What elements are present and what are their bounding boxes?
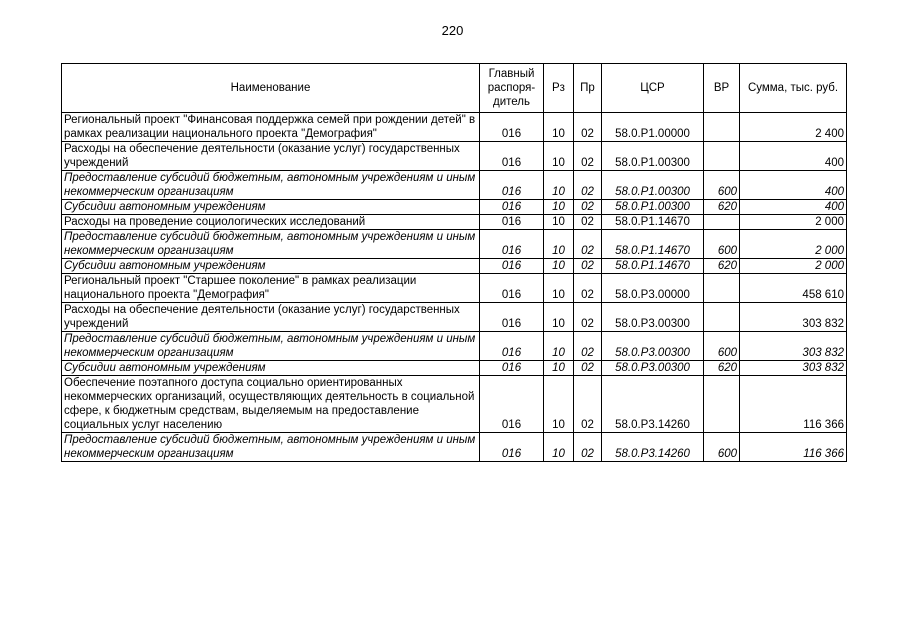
table-row [62, 215, 847, 230]
row-name: Субсидии автономным учреждениям [62, 200, 480, 215]
row-name: Расходы на обеспечение деятельности (оказание услуг) государственных учреждений [62, 303, 480, 332]
table-row [62, 303, 847, 332]
row-pr: 02 [574, 113, 602, 142]
row-name: Предоставление субсидий бюджетным, автономным учреждениям и иным некоммерческим организациям [62, 230, 480, 259]
header-pr: Пр [574, 64, 602, 113]
row-name: Предоставление субсидий бюджетным, автономным учреждениям и иным некоммерческим организациям [62, 171, 480, 200]
page-number: 220 [441, 23, 464, 38]
row-sum: 303 832 [740, 303, 847, 332]
table-row [62, 230, 847, 259]
row-rz: 10 [544, 215, 574, 230]
row-rz: 10 [544, 142, 574, 171]
row-csr: 58.0.Р1.14670 [602, 215, 704, 230]
row-rz: 10 [544, 259, 574, 274]
row-sum: 2 400 [740, 113, 847, 142]
row-admin: 016 [480, 332, 544, 361]
table-row [62, 142, 847, 171]
row-name: Обеспечение поэтапного доступа социально ориентированных некоммерческих организаций, осуществляющих деятельность в социальной сфере, к бюджетным средствам, выделяемым на предоставление социальных услуг населению [62, 376, 480, 433]
row-rz: 10 [544, 274, 574, 303]
row-pr: 02 [574, 274, 602, 303]
row-admin: 016 [480, 433, 544, 462]
row-vr: 620 [704, 361, 740, 376]
row-csr: 58.0.Р1.14670 [602, 259, 704, 274]
row-vr: 600 [704, 332, 740, 361]
row-vr [704, 142, 740, 171]
row-admin: 016 [480, 361, 544, 376]
row-rz: 10 [544, 200, 574, 215]
table-row [62, 259, 847, 274]
header-rz: Рз [544, 64, 574, 113]
row-rz: 10 [544, 332, 574, 361]
row-csr: 58.0.Р1.00300 [602, 142, 704, 171]
row-name: Региональный проект "Финансовая поддержка семей при рождении детей" в рамках реализации национального проекта "Демография" [62, 113, 480, 142]
row-vr [704, 303, 740, 332]
row-sum: 2 000 [740, 259, 847, 274]
row-admin: 016 [480, 142, 544, 171]
row-csr: 58.0.Р1.00300 [602, 200, 704, 215]
table-row [62, 376, 847, 433]
row-vr [704, 274, 740, 303]
row-sum: 303 832 [740, 332, 847, 361]
row-pr: 02 [574, 142, 602, 171]
row-rz: 10 [544, 361, 574, 376]
table-row [62, 274, 847, 303]
row-csr: 58.0.Р3.00300 [602, 303, 704, 332]
header-vr: ВР [704, 64, 740, 113]
row-admin: 016 [480, 274, 544, 303]
row-sum: 116 366 [740, 433, 847, 462]
row-pr: 02 [574, 376, 602, 433]
row-pr: 02 [574, 215, 602, 230]
row-admin: 016 [480, 113, 544, 142]
budget-table [61, 63, 847, 462]
row-vr: 620 [704, 259, 740, 274]
row-csr: 58.0.Р3.00300 [602, 361, 704, 376]
row-vr: 620 [704, 200, 740, 215]
table-row [62, 113, 847, 142]
table-row [62, 200, 847, 215]
table-row [62, 433, 847, 462]
row-admin: 016 [480, 259, 544, 274]
row-csr: 58.0.Р3.14260 [602, 433, 704, 462]
row-pr: 02 [574, 332, 602, 361]
row-vr: 600 [704, 171, 740, 200]
row-pr: 02 [574, 171, 602, 200]
row-name: Расходы на обеспечение деятельности (оказание услуг) государственных учреждений [62, 142, 480, 171]
row-admin: 016 [480, 200, 544, 215]
row-pr: 02 [574, 361, 602, 376]
row-sum: 116 366 [740, 376, 847, 433]
header-sum: Сумма, тыс. руб. [740, 64, 847, 113]
row-admin: 016 [480, 230, 544, 259]
row-admin: 016 [480, 303, 544, 332]
header-name: Наименование [62, 64, 480, 113]
row-csr: 58.0.Р3.00300 [602, 332, 704, 361]
row-rz: 10 [544, 230, 574, 259]
row-sum: 2 000 [740, 230, 847, 259]
row-rz: 10 [544, 376, 574, 433]
row-sum: 458 610 [740, 274, 847, 303]
header-row [62, 64, 847, 113]
row-name: Региональный проект "Старшее поколение" в рамках реализации национального проекта "Демография" [62, 274, 480, 303]
row-name: Предоставление субсидий бюджетным, автономным учреждениям и иным некоммерческим организациям [62, 332, 480, 361]
row-vr: 600 [704, 230, 740, 259]
row-rz: 10 [544, 303, 574, 332]
row-rz: 10 [544, 433, 574, 462]
row-vr [704, 215, 740, 230]
row-vr [704, 113, 740, 142]
table-row [62, 361, 847, 376]
row-csr: 58.0.Р1.14670 [602, 230, 704, 259]
row-vr: 600 [704, 433, 740, 462]
row-sum: 400 [740, 200, 847, 215]
row-pr: 02 [574, 200, 602, 215]
table-row [62, 171, 847, 200]
header-csr: ЦСР [602, 64, 704, 113]
row-name: Субсидии автономным учреждениям [62, 259, 480, 274]
row-sum: 2 000 [740, 215, 847, 230]
row-vr [704, 376, 740, 433]
row-pr: 02 [574, 230, 602, 259]
row-csr: 58.0.Р1.00300 [602, 171, 704, 200]
row-sum: 400 [740, 142, 847, 171]
row-name: Предоставление субсидий бюджетным, автономным учреждениям и иным некоммерческим организациям [62, 433, 480, 462]
row-rz: 10 [544, 171, 574, 200]
row-admin: 016 [480, 376, 544, 433]
row-csr: 58.0.Р1.00000 [602, 113, 704, 142]
row-sum: 400 [740, 171, 847, 200]
row-admin: 016 [480, 171, 544, 200]
row-rz: 10 [544, 113, 574, 142]
table-body [62, 113, 847, 462]
row-sum: 303 832 [740, 361, 847, 376]
row-csr: 58.0.Р3.00000 [602, 274, 704, 303]
table-row [62, 332, 847, 361]
row-name: Субсидии автономным учреждениям [62, 361, 480, 376]
row-admin: 016 [480, 215, 544, 230]
row-csr: 58.0.Р3.14260 [602, 376, 704, 433]
header-admin: Главный распоря-дитель [480, 64, 544, 113]
row-name: Расходы на проведение социологических исследований [62, 215, 480, 230]
row-pr: 02 [574, 303, 602, 332]
row-pr: 02 [574, 433, 602, 462]
row-pr: 02 [574, 259, 602, 274]
